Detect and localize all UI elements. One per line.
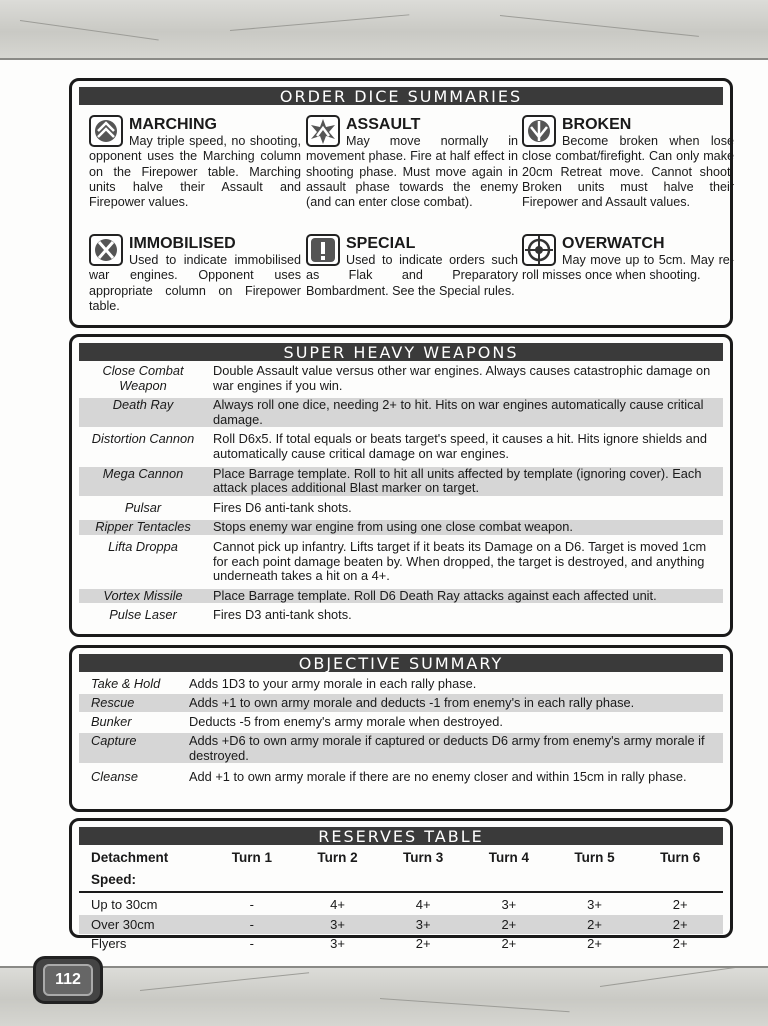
weapon-name: Death Ray bbox=[112, 397, 174, 413]
table-cell: 3+ bbox=[501, 897, 517, 912]
dice-overwatch bbox=[522, 234, 734, 284]
table-cell: - bbox=[249, 897, 254, 912]
column-header: Turn 1 bbox=[231, 850, 272, 865]
objective-summary-panel bbox=[69, 645, 733, 812]
table-cell: 2+ bbox=[672, 897, 688, 912]
weapon-name: Ripper Tentacles bbox=[95, 519, 191, 535]
dice-description: Used to indicate immobilised war engines. Opponent uses appropriate column on Firepower table. bbox=[89, 253, 301, 313]
dice-title: OVERWATCH bbox=[562, 235, 665, 252]
weapon-desc: Double Assault value versus other war engines. Always causes catastrophic damage on war engines if you win. bbox=[213, 363, 711, 393]
table-cell: - bbox=[249, 916, 254, 932]
table-row bbox=[79, 694, 723, 712]
table-row bbox=[79, 895, 723, 915]
table-cell: 2+ bbox=[415, 936, 431, 952]
objective-name: Rescue bbox=[91, 695, 135, 710]
table-row bbox=[79, 608, 723, 623]
table-row bbox=[79, 520, 723, 535]
table-cell: Flyers bbox=[91, 936, 127, 952]
column-header: Turn 3 bbox=[403, 850, 444, 865]
dice-title: MARCHING bbox=[129, 116, 217, 133]
table-row bbox=[79, 364, 723, 393]
order-dice-title: ORDER DICE SUMMARIES bbox=[79, 87, 723, 105]
weapon-name: Vortex Missile bbox=[103, 587, 183, 603]
dice-title: SPECIAL bbox=[346, 235, 416, 252]
column-header: Turn 2 bbox=[317, 850, 358, 865]
assault-icon bbox=[306, 115, 340, 147]
stone-header-border bbox=[0, 0, 768, 60]
objective-desc: Adds 1D3 to your army morale in each rally phase. bbox=[189, 676, 477, 691]
reserves-title: RESERVES TABLE bbox=[79, 827, 723, 845]
weapon-desc: Roll D6x5. If total equals or beats target's speed, it causes a hit. Hits ignore shields and automatically cause critical damage on war engines. bbox=[213, 431, 707, 461]
weapon-desc: Cannot pick up infantry. Lifts target if it beats its Damage on a D6. Target is moved 1cm for each point damage beaten by. When dropped, the target is destroyed, and anything underneath takes a hit on a 4+. bbox=[213, 538, 707, 584]
column-header: Detachment Speed: bbox=[91, 850, 169, 887]
objective-name: Take & Hold bbox=[91, 676, 161, 691]
order-dice-panel bbox=[69, 78, 733, 328]
special-icon bbox=[306, 234, 340, 266]
column-header: Turn 6 bbox=[660, 850, 701, 865]
objective-table bbox=[79, 675, 723, 784]
weapon-name: Pulse Laser bbox=[109, 607, 177, 623]
reserves-table bbox=[79, 847, 723, 954]
table-header-row bbox=[79, 847, 723, 893]
marching-icon bbox=[89, 115, 123, 147]
table-row bbox=[79, 589, 723, 604]
table-cell: Up to 30cm bbox=[91, 897, 158, 912]
dice-description: May move up to 5cm. May re-roll misses once when shooting. bbox=[522, 253, 734, 283]
table-cell: 3+ bbox=[330, 916, 345, 932]
weapon-desc: Stops enemy war engine from using one close combat weapon. bbox=[213, 519, 573, 535]
table-row bbox=[79, 675, 723, 693]
table-cell: 3+ bbox=[330, 936, 345, 952]
table-row bbox=[79, 501, 723, 516]
table-row bbox=[79, 915, 723, 935]
objective-title: OBJECTIVE SUMMARY bbox=[79, 654, 723, 672]
page-number-badge bbox=[33, 956, 103, 1004]
overwatch-icon bbox=[522, 234, 556, 266]
immobilised-icon bbox=[89, 234, 123, 266]
table-cell: 4+ bbox=[330, 897, 345, 912]
dice-description: Become broken when lose close combat/firefight. Can only make 20cm Retreat move. Cannot shoot. Broken units must halve their Firepower and Assault values. bbox=[522, 134, 734, 210]
objective-desc: Add +1 to own army morale if there are no enemy closer and within 15cm in rally phase. bbox=[189, 769, 687, 784]
table-cell: 2+ bbox=[501, 936, 517, 952]
dice-marching bbox=[89, 115, 301, 210]
super-heavy-table bbox=[79, 364, 723, 623]
weapon-desc: Place Barrage template. Roll to hit all units affected by template (ignoring cover). Each attack places additional Blast marker on target. bbox=[213, 465, 702, 496]
reserves-table-panel bbox=[69, 818, 733, 952]
weapon-name: Pulsar bbox=[124, 499, 162, 515]
broken-icon bbox=[522, 115, 556, 147]
table-cell: 3+ bbox=[415, 916, 431, 932]
weapon-name: Close Combat Weapon bbox=[102, 363, 184, 393]
dice-title: IMMOBILISED bbox=[129, 235, 236, 252]
dice-description: Used to indicate orders such as Flak and Preparatory Bombardment. See the Special rules. bbox=[306, 253, 518, 298]
table-cell: Over 30cm bbox=[91, 916, 155, 932]
objective-name: Bunker bbox=[91, 714, 132, 729]
weapon-name: Lifta Droppa bbox=[108, 538, 178, 554]
table-cell: - bbox=[249, 936, 254, 952]
weapon-name: Mega Cannon bbox=[102, 465, 184, 481]
dice-description: May triple speed, no shooting, opponent uses the Marching column on the Firepower table. Marching units halve their Assault and Firepower values. bbox=[89, 134, 301, 210]
table-cell: 2+ bbox=[587, 916, 602, 932]
table-cell: 2+ bbox=[501, 916, 517, 932]
table-row bbox=[79, 398, 723, 427]
weapon-desc: Fires D3 anti-tank shots. bbox=[213, 607, 352, 623]
objective-desc: Deducts -5 from enemy's army morale when destroyed. bbox=[189, 714, 503, 729]
weapon-desc: Fires D6 anti-tank shots. bbox=[213, 499, 352, 515]
objective-name: Capture bbox=[91, 733, 137, 748]
dice-broken bbox=[522, 115, 734, 210]
table-cell: 4+ bbox=[415, 897, 431, 912]
table-cell: 3+ bbox=[587, 897, 602, 912]
super-heavy-weapons-panel bbox=[69, 334, 733, 637]
page-number: 112 bbox=[43, 964, 93, 996]
table-row bbox=[79, 713, 723, 731]
table-row bbox=[79, 467, 723, 496]
column-header: Turn 5 bbox=[574, 850, 615, 865]
objective-desc: Adds +1 to own army morale and deducts -1 from enemy's in each rally phase. bbox=[189, 695, 635, 710]
table-cell: 2+ bbox=[672, 936, 688, 952]
objective-desc: Adds +D6 to own army morale if captured or deducts D6 army from enemy's army morale if destroyed. bbox=[189, 733, 705, 763]
dice-special bbox=[306, 234, 518, 299]
table-row bbox=[79, 934, 723, 954]
table-row bbox=[79, 769, 723, 784]
table-cell: 2+ bbox=[672, 916, 688, 932]
dice-description: May move normally in movement phase. Fire at half effect in shooting phase. Must move again in assault phase towards the enemy (and can enter close combat). bbox=[306, 134, 518, 210]
weapon-name: Distortion Cannon bbox=[91, 431, 195, 447]
dice-title: BROKEN bbox=[562, 116, 632, 133]
dice-title: ASSAULT bbox=[346, 116, 421, 133]
table-cell: 2+ bbox=[587, 936, 602, 952]
column-header: Turn 4 bbox=[488, 850, 529, 865]
objective-name: Cleanse bbox=[91, 769, 138, 784]
weapon-desc: Place Barrage template. Roll D6 Death Ray attacks against each affected unit. bbox=[213, 587, 657, 603]
table-row bbox=[79, 733, 723, 763]
table-row bbox=[79, 432, 723, 461]
dice-immobilised bbox=[89, 234, 301, 314]
weapon-desc: Always roll one dice, needing 2+ to hit. Hits on war engines automatically cause critical damage. bbox=[213, 397, 704, 427]
stone-footer-border bbox=[0, 966, 768, 1026]
super-heavy-title: SUPER HEAVY WEAPONS bbox=[79, 343, 723, 361]
dice-assault bbox=[306, 115, 518, 210]
table-row bbox=[79, 540, 723, 584]
